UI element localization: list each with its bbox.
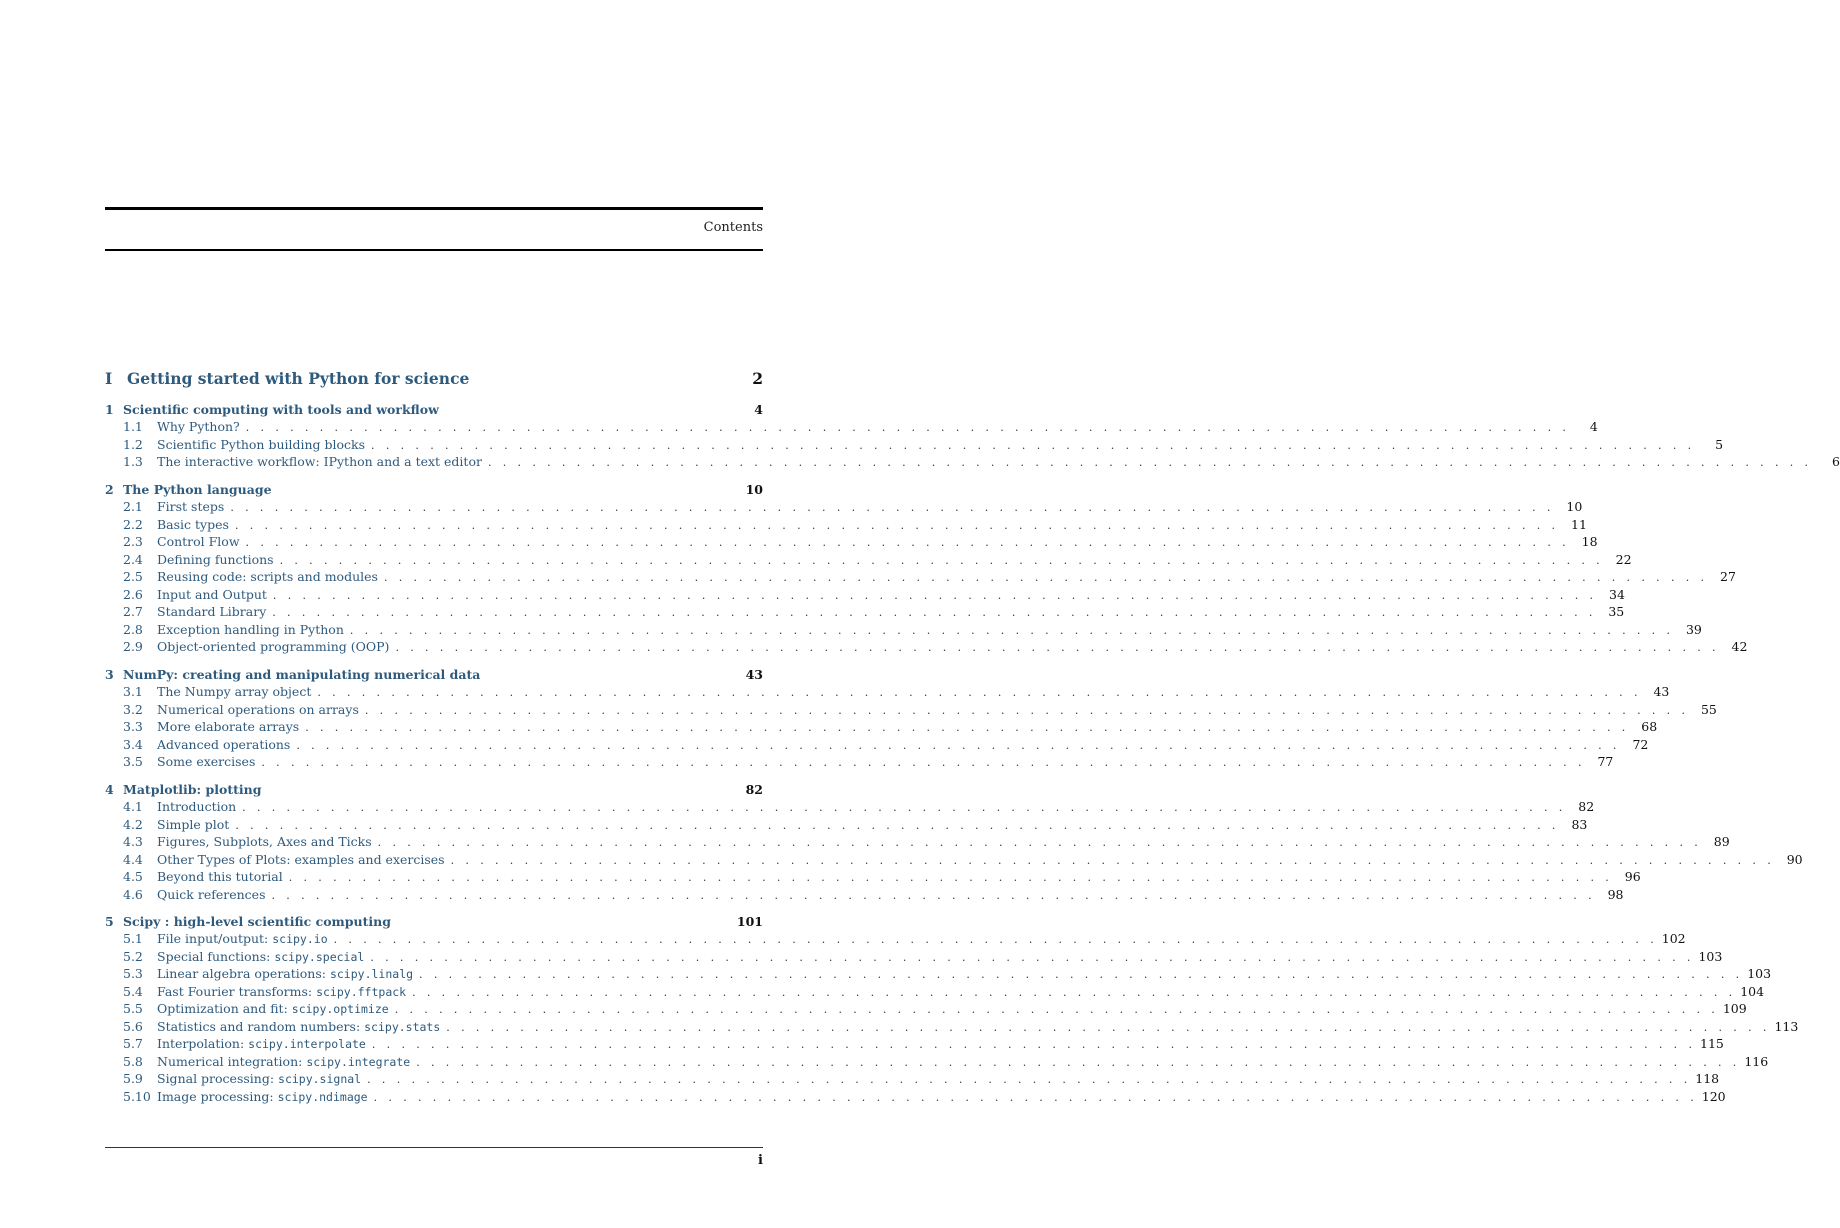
dot-leader: . . . . . . . . . . . . . . . . . . . . . . . . . . . . . . . . . . . . . . . . . . . . . . . . . . . . . . . . . . . . . . . . . . . . . . . . . . . . . . . . . . . . . . . . . .	[305, 721, 1630, 735]
header-rule-bottom	[105, 249, 763, 251]
section-title-text: Quick references	[157, 886, 266, 902]
section-title[interactable]	[157, 419, 246, 434]
section-entry[interactable]	[105, 869, 1641, 887]
section-entry[interactable]	[105, 1053, 1769, 1072]
section-number: 5.8	[123, 1053, 143, 1069]
section-title-text: Interpolation:	[157, 1036, 249, 1052]
section-entry[interactable]	[105, 736, 1649, 755]
section-module-code: scipy.io	[272, 932, 328, 947]
section-module-code: scipy.linalg	[329, 967, 414, 982]
section-page: 18	[1581, 534, 1598, 550]
part-number: I	[105, 369, 113, 388]
section-title[interactable]	[157, 604, 272, 619]
chapter-title[interactable]: Matplotlib: plotting	[123, 781, 262, 797]
section-page: 103	[1747, 966, 1772, 982]
section-entry[interactable]	[105, 499, 1583, 517]
section-page: 39	[1685, 621, 1702, 637]
section-entry[interactable]	[105, 1071, 1720, 1089]
section-page: 6	[1832, 454, 1840, 470]
section-page: 10	[1566, 499, 1583, 515]
chapter-title[interactable]: The Python language	[123, 481, 272, 497]
section-title-text: Statistics and random numbers:	[157, 1018, 365, 1034]
section-title-text: Advanced operations	[157, 736, 291, 752]
section-number: 4.1	[123, 799, 143, 815]
section-title-text: File input/output:	[157, 931, 273, 947]
section-title[interactable]	[157, 437, 371, 452]
dot-leader: . . . . . . . . . . . . . . . . . . . . . . . . . . . . . . . . . . . . . . . . . . . . . . . . . . . . . . . . . . . . . . . . . . . . . . . . . . . . . . . . . . . . . . . . . .	[370, 950, 1695, 964]
section-page: 27	[1720, 569, 1736, 585]
section-entry[interactable]	[105, 966, 1772, 984]
section-entry[interactable]	[105, 1088, 1726, 1107]
chapter-entry[interactable]	[105, 482, 763, 499]
section-number: 5.6	[123, 1018, 143, 1034]
running-header: Contents	[703, 220, 763, 235]
section-number: 5.9	[123, 1071, 143, 1087]
section-number: 3.3	[123, 719, 143, 735]
dot-leader: . . . . . . . . . . . . . . . . . . . . . . . . . . . . . . . . . . . . . . . . . . . . . . . . . . . . . . . . . . . . . . . . . . . . . . . . . . . . . . . . . . . . . . . . . .	[230, 501, 1555, 515]
section-number: 3.5	[123, 754, 143, 770]
chapter-entry[interactable]	[105, 402, 763, 419]
dot-leader: . . . . . . . . . . . . . . . . . . . . . . . . . . . . . . . . . . . . . . . . . . . . . . . . . . . . . . . . . . . . . . . . . . . . . . . . . . . . . . . . . . . . . . . . . .	[279, 553, 1604, 567]
section-number: 4.3	[123, 834, 143, 850]
dot-leader: . . . . . . . . . . . . . . . . . . . . . . . . . . . . . . . . . . . . . . . . . . . . . . . . . . . . . . . . . . . . . . . . . . . . . . . . . . . . . . . . . . . . . . . . . .	[383, 571, 1708, 585]
section-title[interactable]	[157, 622, 350, 637]
section-title-text: Signal processing:	[157, 1071, 279, 1087]
section-page: 120	[1701, 1088, 1726, 1104]
section-entry[interactable]	[105, 983, 1765, 1002]
toc-chapters	[105, 402, 1840, 1106]
dot-leader: . . . . . . . . . . . . . . . . . . . . . . . . . . . . . . . . . . . . . . . . . . . . . . . . . . . . . . . . . . . . . . . . . . . . . . . . . . . . . . . . . . . . . . . . . .	[364, 703, 1689, 717]
chapter-number: 1	[105, 402, 114, 417]
dot-leader: . . . . . . . . . . . . . . . . . . . . . . . . . . . . . . . . . . . . . . . . . . . . . . . . . . . . . . . . . . . . . . . . . . . . . . . . . . . . . . . . . . . . . . . . . .	[349, 623, 1674, 637]
section-number: 3.4	[123, 736, 143, 752]
section-title[interactable]	[157, 454, 488, 469]
toc-chapter	[105, 481, 1748, 657]
section-page: 118	[1695, 1071, 1720, 1087]
section-title-text: Exception handling in Python	[157, 621, 344, 637]
section-title-text: Linear algebra operations:	[157, 966, 330, 982]
section-entry[interactable]	[105, 948, 1723, 967]
section-title[interactable]	[157, 887, 271, 902]
section-title-text: Input and Output	[157, 586, 267, 602]
page-number: i	[758, 1153, 763, 1168]
section-page: 83	[1571, 816, 1588, 832]
section-page: 113	[1774, 1018, 1799, 1034]
section-title-text: Reusing code: scripts and modules	[157, 569, 378, 585]
dot-leader: . . . . . . . . . . . . . . . . . . . . . . . . . . . . . . . . . . . . . . . . . . . . . . . . . . . . . . . . . . . . . . . . . . . . . . . . . . . . . . . . . . . . . . . . . .	[395, 641, 1720, 655]
section-page: 68	[1641, 719, 1658, 735]
section-title-text: Introduction	[157, 799, 237, 815]
section-title[interactable]	[157, 517, 235, 532]
section-page: 72	[1632, 736, 1649, 752]
section-entry[interactable]	[105, 621, 1702, 640]
section-title[interactable]	[157, 1019, 446, 1034]
section-entry[interactable]	[105, 701, 1717, 720]
section-title[interactable]	[157, 702, 365, 717]
toc-chapter	[105, 402, 1840, 472]
section-page: 11	[1571, 516, 1587, 532]
section-module-code: scipy.ndimage	[277, 1089, 368, 1104]
section-title-text: Special functions:	[157, 948, 275, 964]
dot-leader: . . . . . . . . . . . . . . . . . . . . . . . . . . . . . . . . . . . . . . . . . . . . . . . . . . . . . . . . . . . . . . . . . . . . . . . . . . . . . . . . . . . . . . . . . .	[272, 588, 1597, 602]
dot-leader: . . . . . . . . . . . . . . . . . . . . . . . . . . . . . . . . . . . . . . . . . . . . . . . . . . . . . . . . . . . . . . . . . . . . . . . . . . . . . . . . . . . . . . . . . .	[261, 756, 1586, 770]
section-title[interactable]	[157, 1089, 374, 1104]
section-entry[interactable]	[105, 851, 1803, 870]
dot-leader: . . . . . . . . . . . . . . . . . . . . . . . . . . . . . . . . . . . . . . . . . . . . . . . . . . . . . . . . . . . . . . . . . . . . . . . . . . . . . . . . . . . . . . . . . .	[245, 421, 1570, 435]
dot-leader: . . . . . . . . . . . . . . . . . . . . . . . . . . . . . . . . . . . . . . . . . . . . . . . . . . . . . . . . . . . . . . . . . . . . . . . . . . . . . . . . . . . . . . . . . .	[271, 888, 1596, 902]
section-number: 2.6	[123, 586, 143, 602]
section-page: 82	[1578, 799, 1595, 815]
section-title[interactable]	[157, 1054, 416, 1069]
section-number: 4.6	[123, 886, 143, 902]
dot-leader: . . . . . . . . . . . . . . . . . . . . . . . . . . . . . . . . . . . . . . . . . . . . . . . . . . . . . . . . . . . . . . . . . . . . . . . . . . . . . . . . . . . . . . . . . .	[394, 1003, 1719, 1017]
section-entry[interactable]	[105, 1036, 1724, 1054]
header-rule-top	[105, 207, 763, 210]
section-title-text: Fast Fourier transforms:	[157, 983, 317, 999]
section-page: 5	[1715, 436, 1724, 452]
chapter-entry[interactable]	[105, 667, 763, 684]
section-module-code: scipy.fftpack	[316, 984, 407, 999]
section-entry[interactable]	[105, 931, 1686, 949]
section-page: 115	[1700, 1036, 1724, 1052]
section-module-code: scipy.special	[274, 949, 365, 964]
toc-chapter	[105, 781, 1803, 904]
dot-leader: . . . . . . . . . . . . . . . . . . . . . . . . . . . . . . . . . . . . . . . . . . . . . . . . . . . . . . . . . . . . . . . . . . . . . . . . . . . . . . . . . . . . . . . . . .	[446, 1020, 1771, 1034]
section-entry[interactable]	[105, 569, 1736, 587]
section-title[interactable]	[157, 799, 242, 814]
section-title[interactable]	[157, 834, 378, 849]
dot-leader: . . . . . . . . . . . . . . . . . . . . . . . . . . . . . . . . . . . . . . . . . . . . . . . . . . . . . . . . . . . . . . . . . . . . . . . . . . . . . . . . . . . . . . . . . .	[371, 1038, 1696, 1052]
section-entry[interactable]	[105, 799, 1595, 817]
dot-leader: . . . . . . . . . . . . . . . . . . . . . . . . . . . . . . . . . . . . . . . . . . . . . . . . . . . . . . . . . . . . . . . . . . . . . . . . . . . . . . . . . . . . . . . . . .	[419, 968, 1744, 982]
section-title[interactable]	[157, 552, 280, 567]
dot-leader: . . . . . . . . . . . . . . . . . . . . . . . . . . . . . . . . . . . . . . . . . . . . . . . . . . . . . . . . . . . . . . . . . . . . . . . . . . . . . . . . . . . . . . . . . .	[245, 536, 1570, 550]
section-number: 4.4	[123, 851, 143, 867]
section-number: 1.1	[123, 419, 143, 435]
section-number: 2.8	[123, 621, 143, 637]
chapter-page: 43	[745, 666, 763, 682]
section-title[interactable]	[157, 587, 273, 602]
section-module-code: scipy.interpolate	[248, 1037, 366, 1052]
section-entry[interactable]	[105, 586, 1625, 605]
chapter-number: 2	[105, 481, 114, 497]
section-number: 3.2	[123, 701, 143, 717]
dot-leader: . . . . . . . . . . . . . . . . . . . . . . . . . . . . . . . . . . . . . . . . . . . . . . . . . . . . . . . . . . . . . . . . . . . . . . . . . . . . . . . . . . . . . . . . . .	[371, 438, 1696, 452]
section-title[interactable]	[157, 754, 261, 769]
section-entry[interactable]	[105, 1018, 1799, 1037]
dot-leader: . . . . . . . . . . . . . . . . . . . . . . . . . . . . . . . . . . . . . . . . . . . . . . . . . . . . . . . . . . . . . . . . . . . . . . . . . . . . . . . . . . . . . . . . . .	[367, 1073, 1692, 1087]
section-module-code: scipy.signal	[278, 1072, 362, 1087]
chapter-page: 101	[736, 914, 763, 930]
section-page: 116	[1744, 1053, 1769, 1069]
toc-chapter	[105, 666, 1717, 772]
section-entry[interactable]	[105, 604, 1625, 622]
section-number: 5.2	[123, 948, 143, 964]
section-title-text: The interactive workflow: IPython and a text editor	[157, 454, 482, 470]
section-number: 5.10	[123, 1088, 151, 1104]
section-title[interactable]	[157, 684, 317, 699]
section-title-text: Object-oriented programming (OOP)	[157, 639, 390, 655]
section-number: 5.4	[123, 983, 143, 999]
section-page: 98	[1607, 886, 1624, 902]
dot-leader: . . . . . . . . . . . . . . . . . . . . . . . . . . . . . . . . . . . . . . . . . . . . . . . . . . . . . . . . . . . . . . . . . . . . . . . . . . . . . . . . . . . . . . . . . .	[272, 606, 1597, 620]
section-module-code: scipy.optimize	[291, 1002, 389, 1017]
section-title-text: Standard Library	[157, 604, 267, 620]
dot-leader: . . . . . . . . . . . . . . . . . . . . . . . . . . . . . . . . . . . . . . . . . . . . . . . . . . . . . . . . . . . . . . . . . . . . . . . . . . . . . . . . . . . . . . . . . .	[235, 818, 1560, 832]
section-entry[interactable]	[105, 834, 1730, 852]
section-number: 1.3	[123, 454, 143, 470]
section-title[interactable]	[157, 1001, 395, 1016]
section-title-text: Numerical integration:	[157, 1053, 307, 1069]
dot-leader: . . . . . . . . . . . . . . . . . . . . . . . . . . . . . . . . . . . . . . . . . . . . . . . . . . . . . . . . . . . . . . . . . . . . . . . . . . . . . . . . . . . . . . . . . .	[416, 1055, 1741, 1069]
chapter-entry[interactable]	[105, 782, 763, 799]
chapter-page: 82	[745, 781, 763, 797]
section-title-text: Simple plot	[157, 816, 230, 832]
dot-leader: . . . . . . . . . . . . . . . . . . . . . . . . . . . . . . . . . . . . . . . . . . . . . . . . . . . . . . . . . . . . . . . . . . . . . . . . . . . . . . . . . . . . . . . . . .	[288, 871, 1613, 885]
chapter-number: 3	[105, 666, 114, 682]
section-title[interactable]	[157, 1071, 367, 1086]
section-number: 5.1	[123, 931, 143, 947]
dot-leader: . . . . . . . . . . . . . . . . . . . . . . . . . . . . . . . . . . . . . . . . . . . . . . . . . . . . . . . . . . . . . . . . . . . . . . . . . . . . . . . . . . . . . . . . . .	[373, 1090, 1698, 1104]
section-title[interactable]	[157, 569, 384, 584]
section-title-text: Basic types	[157, 516, 229, 532]
section-title-text: Some exercises	[157, 754, 256, 770]
section-page: 90	[1786, 851, 1803, 867]
section-title-text: More elaborate arrays	[157, 719, 300, 735]
section-page: 55	[1700, 701, 1717, 717]
section-entry[interactable]	[105, 534, 1598, 552]
section-title[interactable]	[157, 949, 370, 964]
section-title-text: Scientific Python building blocks	[157, 436, 366, 452]
section-number: 2.7	[123, 604, 143, 620]
section-page: 42	[1731, 639, 1748, 655]
section-title[interactable]	[157, 737, 296, 752]
section-title-text: Beyond this tutorial	[157, 869, 283, 885]
section-page: 109	[1722, 1001, 1747, 1017]
section-title[interactable]	[157, 1036, 372, 1051]
section-title-text: Other Types of Plots: examples and exercises	[157, 851, 445, 867]
section-title[interactable]	[157, 984, 412, 999]
section-title-text: Numerical operations on arrays	[157, 701, 359, 717]
dot-leader: . . . . . . . . . . . . . . . . . . . . . . . . . . . . . . . . . . . . . . . . . . . . . . . . . . . . . . . . . . . . . . . . . . . . . . . . . . . . . . . . . . . . . . . . . .	[317, 686, 1642, 700]
section-title[interactable]	[157, 499, 230, 514]
section-entry[interactable]	[105, 886, 1624, 905]
section-page: 89	[1713, 834, 1730, 850]
section-number: 3.1	[123, 684, 143, 700]
section-title-text: Why Python?	[157, 419, 240, 435]
section-title[interactable]	[157, 719, 305, 734]
section-page: 102	[1661, 931, 1686, 947]
section-title[interactable]	[157, 817, 235, 832]
section-entry[interactable]	[105, 551, 1632, 570]
section-title-text: The Numpy array object	[157, 684, 312, 700]
chapter-title[interactable]: Scipy : high-level scientific computing	[123, 914, 391, 930]
section-entry[interactable]	[105, 436, 1724, 455]
section-entry[interactable]	[105, 516, 1587, 535]
section-entry[interactable]	[105, 684, 1670, 702]
section-entry[interactable]	[105, 754, 1614, 772]
section-title-text: Optimization and fit:	[157, 1001, 292, 1017]
dot-leader: . . . . . . . . . . . . . . . . . . . . . . . . . . . . . . . . . . . . . . . . . . . . . . . . . . . . . . . . . . . . . . . . . . . . . . . . . . . . . . . . . . . . . . . . . .	[487, 456, 1812, 470]
section-title-text: Control Flow	[157, 534, 240, 550]
section-page: 104	[1740, 983, 1765, 999]
section-number: 2.5	[123, 569, 143, 585]
section-number: 1.2	[123, 436, 143, 452]
section-page: 22	[1615, 551, 1632, 567]
chapter-page: 10	[745, 481, 763, 497]
section-title-text: First steps	[157, 499, 225, 515]
section-entry[interactable]	[105, 419, 1598, 437]
section-module-code: scipy.integrate	[306, 1054, 411, 1069]
section-number: 2.2	[123, 516, 143, 532]
section-number: 5.3	[123, 966, 143, 982]
section-entry[interactable]	[105, 719, 1658, 737]
chapter-page: 4	[754, 402, 763, 417]
section-title[interactable]	[157, 852, 451, 867]
section-entry[interactable]	[105, 639, 1748, 657]
section-number: 5.5	[123, 1001, 143, 1017]
section-page: 77	[1597, 754, 1614, 770]
dot-leader: . . . . . . . . . . . . . . . . . . . . . . . . . . . . . . . . . . . . . . . . . . . . . . . . . . . . . . . . . . . . . . . . . . . . . . . . . . . . . . . . . . . . . . . . . .	[333, 933, 1658, 947]
dot-leader: . . . . . . . . . . . . . . . . . . . . . . . . . . . . . . . . . . . . . . . . . . . . . . . . . . . . . . . . . . . . . . . . . . . . . . . . . . . . . . . . . . . . . . . . . .	[242, 801, 1567, 815]
section-page: 103	[1698, 948, 1723, 964]
section-title-text: Defining functions	[157, 551, 274, 567]
section-title[interactable]	[157, 931, 334, 946]
section-title-text: Figures, Subplots, Axes and Ticks	[157, 834, 372, 850]
part-title[interactable]: Getting started with Python for science	[127, 369, 470, 388]
section-title[interactable]	[157, 869, 289, 884]
footer-rule	[105, 1147, 763, 1148]
section-number: 2.4	[123, 551, 143, 567]
section-entry[interactable]	[105, 454, 1840, 472]
chapter-title[interactable]: NumPy: creating and manipulating numerical data	[123, 666, 481, 682]
dot-leader: . . . . . . . . . . . . . . . . . . . . . . . . . . . . . . . . . . . . . . . . . . . . . . . . . . . . . . . . . . . . . . . . . . . . . . . . . . . . . . . . . . . . . . . . . .	[377, 836, 1702, 850]
section-number: 2.9	[123, 639, 143, 655]
section-entry[interactable]	[105, 1001, 1747, 1019]
table-of-contents	[105, 369, 1840, 1106]
section-number: 2.3	[123, 534, 143, 550]
section-title[interactable]	[157, 639, 395, 654]
section-number: 4.2	[123, 816, 143, 832]
section-number: 5.7	[123, 1036, 143, 1052]
section-page: 43	[1653, 684, 1670, 700]
dot-leader: . . . . . . . . . . . . . . . . . . . . . . . . . . . . . . . . . . . . . . . . . . . . . . . . . . . . . . . . . . . . . . . . . . . . . . . . . . . . . . . . . . . . . . . . . .	[412, 985, 1737, 999]
section-page: 4	[1589, 419, 1598, 435]
dot-leader: . . . . . . . . . . . . . . . . . . . . . . . . . . . . . . . . . . . . . . . . . . . . . . . . . . . . . . . . . . . . . . . . . . . . . . . . . . . . . . . . . . . . . . . . . .	[450, 853, 1775, 867]
section-entry[interactable]	[105, 816, 1588, 835]
chapter-number: 4	[105, 781, 114, 797]
chapter-entry[interactable]	[105, 914, 763, 931]
section-page: 34	[1609, 586, 1625, 602]
section-title[interactable]	[157, 534, 246, 549]
toc-chapter	[105, 914, 1799, 1106]
section-number: 4.5	[123, 869, 143, 885]
section-title[interactable]	[157, 966, 419, 981]
chapter-number: 5	[105, 914, 114, 930]
dot-leader: . . . . . . . . . . . . . . . . . . . . . . . . . . . . . . . . . . . . . . . . . . . . . . . . . . . . . . . . . . . . . . . . . . . . . . . . . . . . . . . . . . . . . . . . . .	[234, 518, 1559, 532]
toc-part[interactable]	[105, 369, 763, 393]
dot-leader: . . . . . . . . . . . . . . . . . . . . . . . . . . . . . . . . . . . . . . . . . . . . . . . . . . . . . . . . . . . . . . . . . . . . . . . . . . . . . . . . . . . . . . . . . .	[296, 738, 1621, 752]
part-page: 2	[752, 369, 763, 388]
section-title-text: Image processing:	[157, 1088, 278, 1104]
section-number: 2.1	[123, 499, 143, 515]
section-page: 96	[1624, 869, 1641, 885]
section-page: 35	[1608, 604, 1625, 620]
section-module-code: scipy.stats	[364, 1019, 441, 1034]
chapter-title[interactable]: Scientific computing with tools and workflow	[123, 402, 439, 417]
